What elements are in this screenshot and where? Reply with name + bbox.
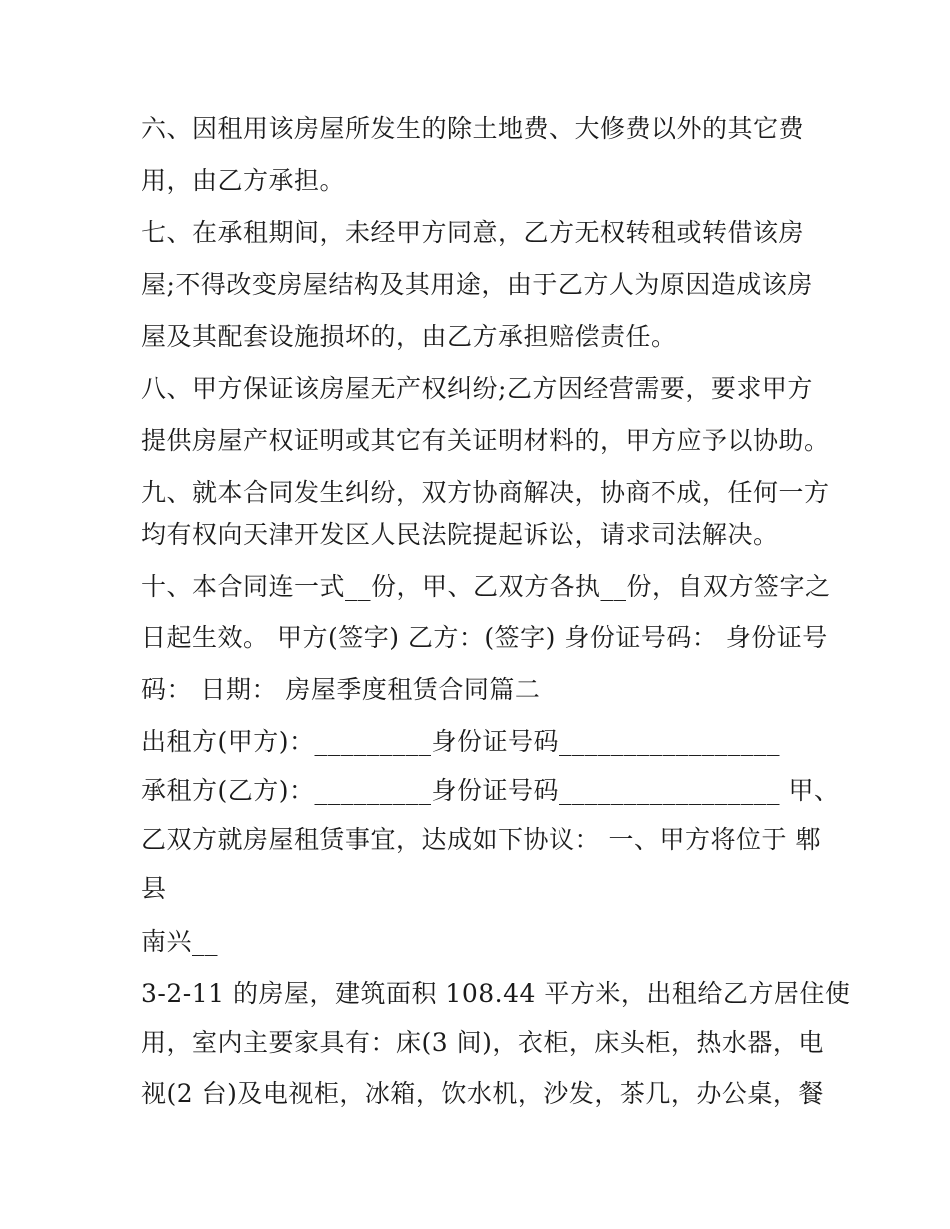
text-line: 屋;不得改变房屋结构及其用途，由于乙方人为原因造成该房: [141, 270, 813, 299]
text-line: 码： 日期： 房屋季度租赁合同篇二: [141, 675, 541, 704]
text-line: 九、就本合同发生纠纷，双方协商解决，协商不成，任何一方: [141, 478, 830, 507]
text-line: 承租方(乙方)：_________身份证号码_________________ 甲、: [141, 776, 840, 805]
text-line: 七、在承租期间，未经甲方同意，乙方无权转租或转借该房: [141, 218, 805, 247]
text-line: 提供房屋产权证明或其它有关证明材料的，甲方应予以协助。: [141, 426, 830, 455]
text-line: 3-2-11 的房屋，建筑面积 108.44 平方米，出租给乙方居住使: [141, 979, 851, 1008]
text-line: 视(2 台)及电视柜，冰箱，饮水机，沙发，茶几，办公桌，餐: [141, 1079, 824, 1108]
text-line: 十、本合同连一式__份，甲、乙双方各执__份，自双方签字之: [141, 572, 831, 601]
text-line: 八、甲方保证该房屋无产权纠纷;乙方因经营需要，要求甲方: [141, 374, 813, 403]
text-line: 县: [141, 874, 167, 903]
text-line: 六、因租用该房屋所发生的除土地费、大修费以外的其它费: [141, 114, 805, 143]
text-line: 出租方(甲方)：_________身份证号码_________________: [141, 727, 781, 756]
text-line: 屋及其配套设施损坏的，由乙方承担赔偿责任。: [141, 322, 677, 351]
text-line: 乙双方就房屋租赁事宜，达成如下协议： 一、甲方将位于 郫: [141, 825, 821, 854]
text-line: 用，由乙方承担。: [141, 166, 346, 195]
text-line: 南兴__: [141, 927, 219, 956]
text-line: 均有权向天津开发区人民法院提起诉讼，请求司法解决。: [141, 520, 779, 549]
text-line: 日起生效。 甲方(签字) 乙方：(签字) 身份证号码： 身份证号: [141, 623, 828, 652]
text-line: 用，室内主要家具有：床(3 间)，衣柜，床头柜，热水器，电: [141, 1028, 824, 1057]
